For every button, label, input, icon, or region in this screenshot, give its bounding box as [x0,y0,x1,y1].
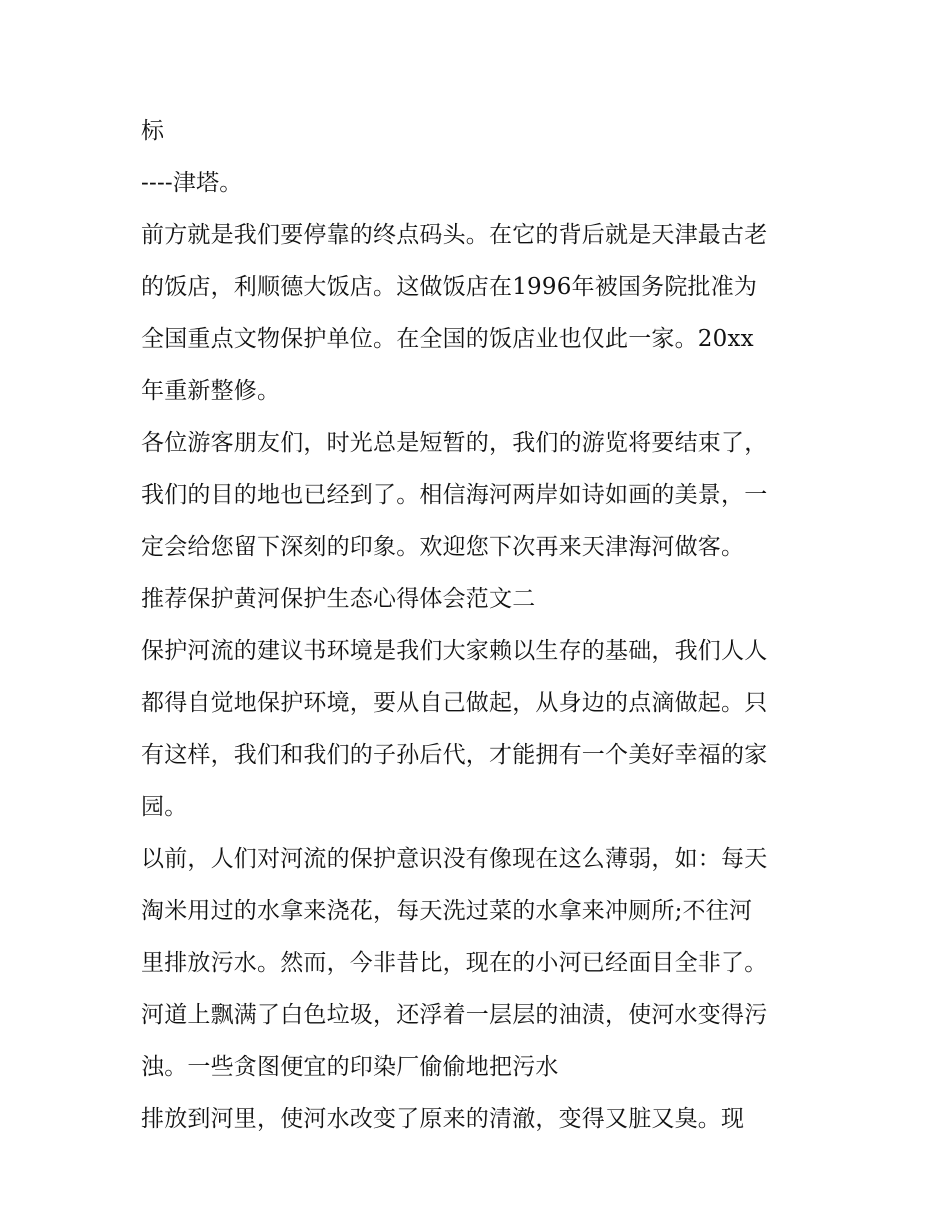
text-line: 年重新整修。 [141,378,281,404]
text-line: 定会给您留下深刻的印象。欢迎您下次再来天津海河做客。 [141,534,745,560]
text-line: 都得自觉地保护环境，要从自己做起，从身边的点滴做起。只 [141,690,768,716]
text-line: 里排放污水。然而，今非昔比，现在的小河已经面目全非了。 [141,950,768,976]
text-line: 以前，人们对河流的保护意识没有像现在这么薄弱，如：每天 [141,846,768,872]
text-line: 有这样，我们和我们的子孙后代，才能拥有一个美好幸福的家 [141,742,768,768]
text-line: 各位游客朋友们，时光总是短暂的，我们的游览将要结束了， [141,430,768,456]
section-heading: 推荐保护黄河保护生态心得体会范文二 [141,586,536,612]
text-line: 淘米用过的水拿来浇花，每天洗过菜的水拿来冲厕所;不往河 [141,898,753,924]
text-line: 排放到河里，使河水改变了原来的清澈，变得又脏又臭。现 [141,1106,745,1132]
document-body [141,105,821,1145]
text-line: 全国重点文物保护单位。在全国的饭店业也仅此一家。20xx [141,326,754,352]
text-line: ----津塔。 [141,170,243,196]
text-line: 浊。一些贪图便宜的印染厂偷偷地把污水 [141,1054,559,1080]
text-line: 保护河流的建议书环境是我们大家赖以生存的基础，我们人人 [141,638,768,664]
text-line: 我们的目的地也已经到了。相信海河两岸如诗如画的美景，一 [141,482,768,508]
text-line: 的饭店，利顺德大饭店。这做饭店在1996年被国务院批准为 [141,274,758,300]
text-line: 河道上飘满了白色垃圾，还浮着一层层的油渍，使河水变得污 [141,1002,768,1028]
text-line: 园。 [141,794,188,820]
text-line: 前方就是我们要停靠的终点码头。在它的背后就是天津最古老 [141,222,768,248]
text-line: 标 [141,118,165,144]
